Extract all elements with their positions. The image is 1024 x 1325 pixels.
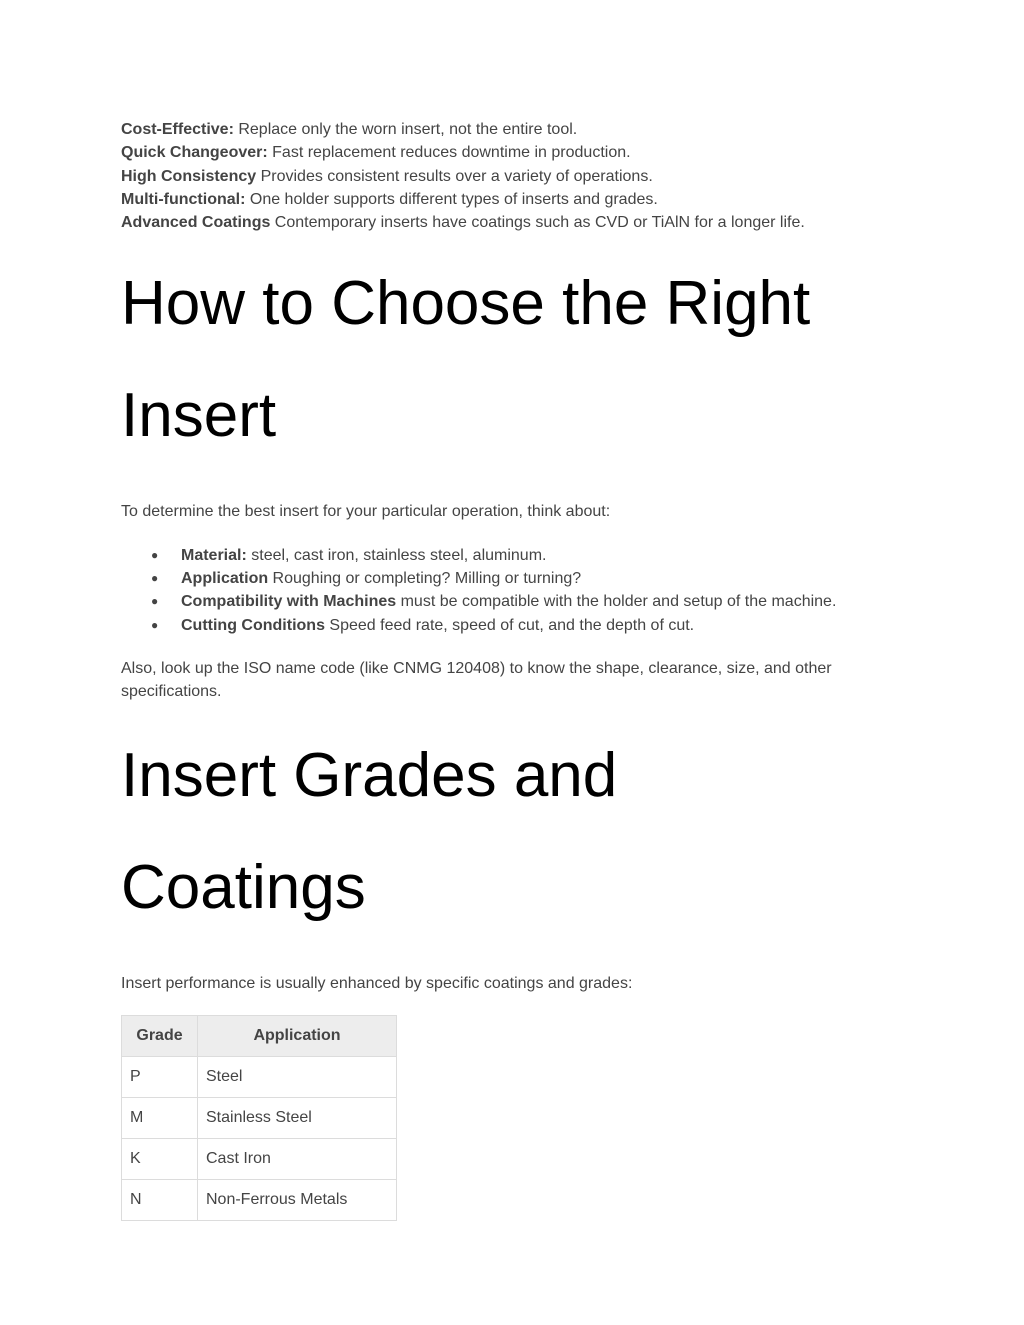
benefit-term: Multi-functional: [121,190,246,208]
bullet-term: Cutting Conditions [181,616,325,634]
benefit-text: Replace only the worn insert, not the entire tool. [233,121,578,138]
application-cell: Stainless Steel [198,1097,397,1138]
benefits-list [121,118,911,234]
heading-line: Insert Grades and [121,740,618,810]
bullet-text: steel, cast iron, stainless steel, aluminum. [246,546,547,564]
grades-intro-paragraph: Insert performance is usually enhanced by specific coatings and grades: [121,974,633,992]
benefit-text: Fast replacement reduces downtime in production. [267,144,631,162]
heading-line: Coatings [121,852,366,922]
list-item [121,590,911,613]
bullet-icon: ● [151,547,159,562]
benefit-term: High Consistency [121,167,257,185]
bullet-term: Material: [181,546,247,564]
bullet-term: Compatibility with Machines [181,593,397,611]
column-header-grade: Grade [122,1015,198,1056]
heading-line: Insert [121,381,277,451]
bullet-text: must be compatible with the holder and setup of the machine. [396,593,837,611]
benefit-term: Advanced Coatings [121,214,271,232]
heading-line: How to Choose the Right [121,269,811,339]
benefit-item [121,211,911,234]
bullet-icon: ● [151,594,159,609]
benefit-text: Contemporary inserts have coatings such as CVD or TiAlN for a longer life. [270,214,805,232]
choose-bullet-list [121,544,911,637]
benefit-item [121,188,911,211]
document-page [121,118,911,1221]
benefit-text: One holder supports different types of inserts and grades. [245,190,658,208]
table-row [122,1097,397,1138]
benefit-item [121,141,911,164]
list-item [121,614,911,637]
benefit-term: Cost-Effective: [121,121,234,138]
table-row [122,1138,397,1179]
column-header-application: Application [198,1015,397,1056]
bullet-term: Application [181,570,269,588]
iso-code-paragraph: Also, look up the ISO name code (like CNMG 120408) to know the shape, clearance, size, and other specifications. [121,659,832,701]
table-row [122,1056,397,1097]
grade-cell: P [122,1056,198,1097]
benefit-item [121,165,911,188]
bullet-icon: ● [151,617,159,632]
benefit-item [121,118,911,141]
grade-cell: K [122,1138,198,1179]
list-item [121,567,911,590]
bullet-text: Speed feed rate, speed of cut, and the depth of cut. [324,616,695,634]
list-item [121,544,911,567]
heading-grades-coatings [121,720,911,944]
application-cell: Non-Ferrous Metals [198,1179,397,1220]
bullet-text: Roughing or completing? Milling or turning? [268,570,582,588]
benefit-text: Provides consistent results over a variety of operations. [256,167,653,185]
grades-table [121,1015,397,1221]
table-row [122,1179,397,1220]
application-cell: Cast Iron [198,1138,397,1179]
benefit-term: Quick Changeover: [121,144,268,162]
grade-cell: N [122,1179,198,1220]
table-header-row [122,1015,397,1056]
heading-choose-insert [121,248,911,472]
grade-cell: M [122,1097,198,1138]
application-cell: Steel [198,1056,397,1097]
choose-intro-paragraph: To determine the best insert for your particular operation, think about: [121,503,611,521]
bullet-icon: ● [151,571,159,586]
